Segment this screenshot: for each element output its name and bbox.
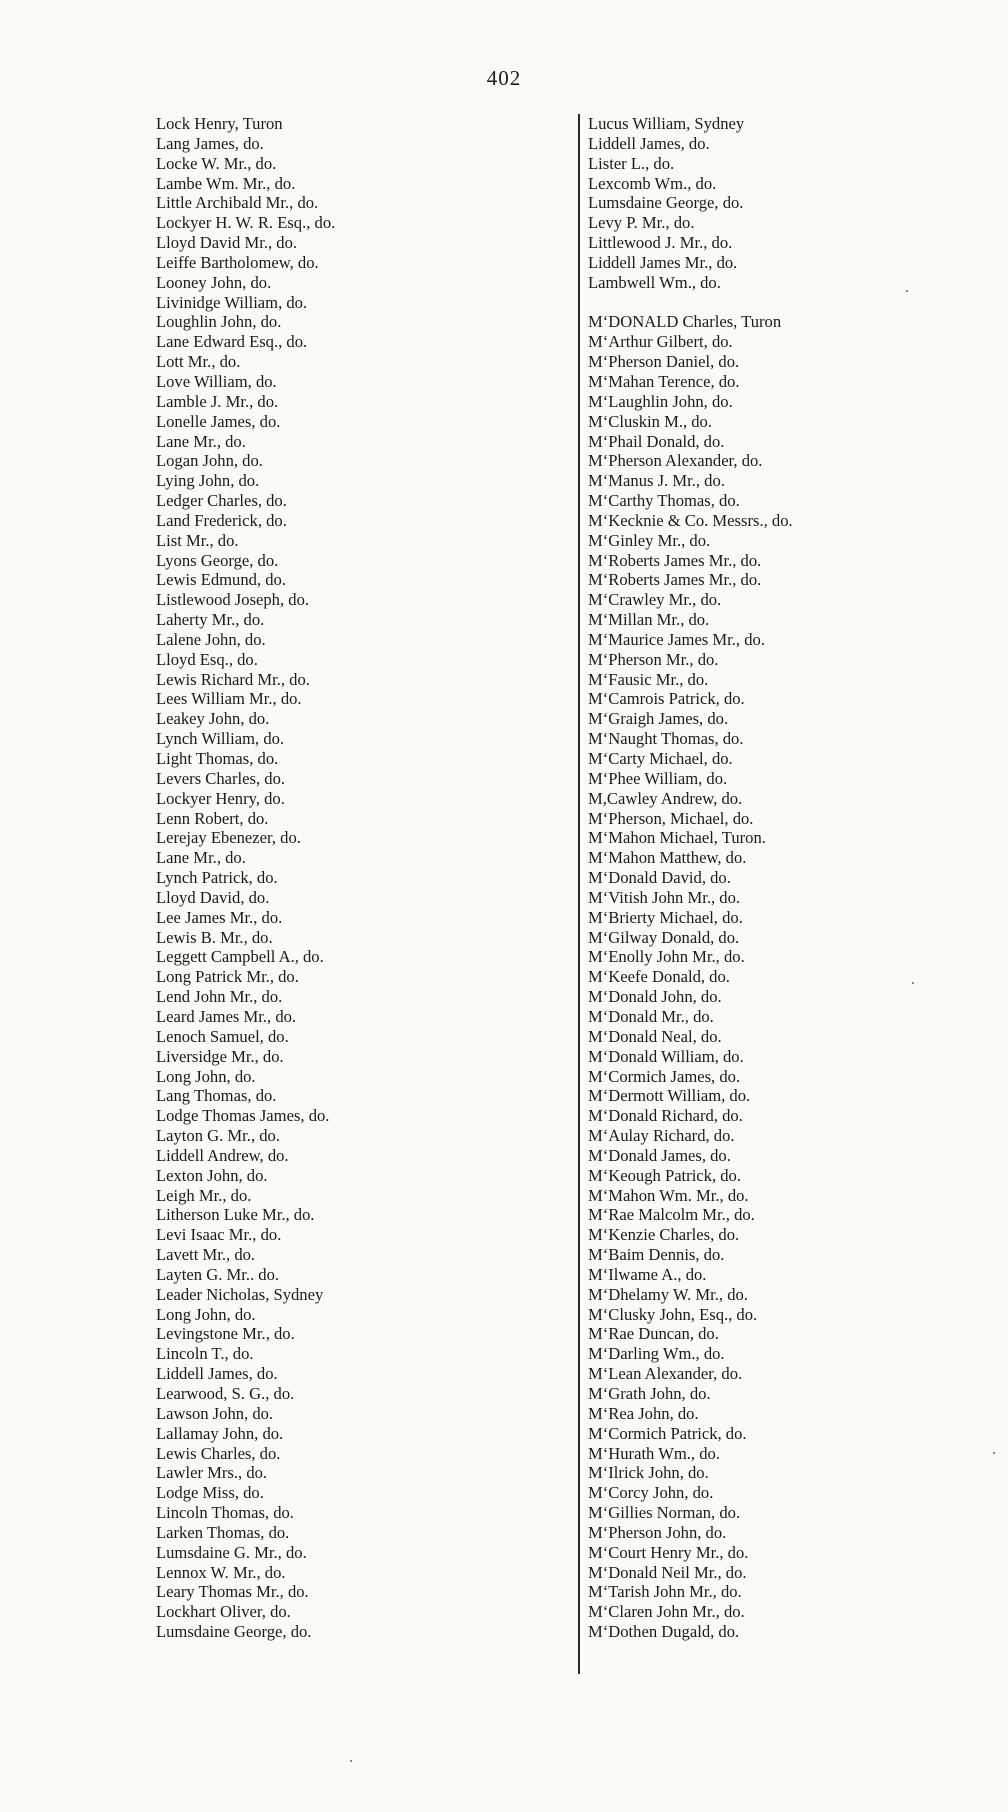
- directory-entry: Leiffe Bartholomew, do.: [156, 252, 319, 272]
- directory-entry: M‘Cluskin M., do.: [588, 411, 713, 431]
- directory-entry: Lewis Richard Mr., do.: [156, 669, 310, 689]
- print-speck: [350, 1760, 352, 1762]
- directory-entry: M‘Court Henry Mr., do.: [588, 1542, 749, 1562]
- directory-entry: Lockhart Oliver, do.: [156, 1602, 291, 1622]
- directory-entry: M‘Donald David, do.: [588, 868, 731, 888]
- directory-entry: Lallamay John, do.: [156, 1423, 284, 1443]
- directory-entry: M‘Baim Dennis, do.: [588, 1245, 725, 1265]
- directory-entry: Love William, do.: [156, 371, 277, 391]
- directory-entry: M‘Roberts James Mr., do.: [588, 550, 762, 570]
- directory-entry: Lott Mr., do.: [156, 352, 241, 372]
- directory-entry: Looney John, do.: [156, 272, 272, 292]
- directory-entry: M‘Dermott William, do.: [588, 1086, 751, 1106]
- directory-entry: M‘Arthur Gilbert, do.: [588, 332, 733, 352]
- directory-entry: Lewis B. Mr., do.: [156, 927, 273, 947]
- directory-entry: Lend John Mr., do.: [156, 987, 283, 1007]
- directory-entry: Liddell James, do.: [156, 1364, 278, 1384]
- directory-entry: Lenn Robert, do.: [156, 808, 269, 828]
- directory-entry: M‘Manus J. Mr., do.: [588, 471, 725, 491]
- directory-entry: M‘Naught Thomas, do.: [588, 729, 744, 749]
- directory-entry: M‘Maurice James Mr., do.: [588, 629, 765, 649]
- directory-entry: Levers Charles, do.: [156, 768, 286, 788]
- directory-entry: Lane Edward Esq., do.: [156, 332, 308, 352]
- directory-entry: M‘Pherson John, do.: [588, 1522, 727, 1542]
- directory-entry: Long Patrick Mr., do.: [156, 967, 299, 987]
- directory-entry: Lewis Charles, do.: [156, 1443, 281, 1463]
- print-speck: [993, 1452, 995, 1454]
- directory-entry: M‘Gilway Donald, do.: [588, 927, 740, 947]
- directory-entry: M‘Kecknie & Co. Messrs., do.: [588, 510, 793, 530]
- directory-entry: Lerejay Ebenezer, do.: [156, 828, 301, 848]
- directory-entry: M‘Ilrick John, do.: [588, 1463, 709, 1483]
- directory-entry: M‘Clusky John, Esq., do.: [588, 1304, 758, 1324]
- directory-entry: Locke W. Mr., do.: [156, 153, 277, 173]
- directory-entry: M‘Crawley Mr., do.: [588, 590, 722, 610]
- directory-entry: Livinidge William, do.: [156, 292, 308, 312]
- directory-entry: M‘Dothen Dugald, do.: [588, 1622, 740, 1642]
- directory-entry: Lucus William, Sydney: [588, 114, 745, 133]
- directory-entry: Littlewood J. Mr., do.: [588, 233, 733, 253]
- directory-entry: Larken Thomas, do.: [156, 1522, 290, 1542]
- directory-entry: Liddell James, do.: [588, 133, 710, 153]
- directory-entry: Lodge Thomas James, do.: [156, 1106, 330, 1126]
- directory-entry: Liversidge Mr., do.: [156, 1046, 284, 1066]
- column-divider: [578, 114, 580, 1674]
- directory-entry: Lyons George, do.: [156, 550, 279, 570]
- directory-entry: Leigh Mr., do.: [156, 1185, 252, 1205]
- print-speck: [912, 982, 914, 984]
- directory-entry: Layten G. Mr.. do.: [156, 1264, 280, 1284]
- directory-entry: M‘Rae Malcolm Mr., do.: [588, 1205, 755, 1225]
- directory-entry: Light Thomas, do.: [156, 749, 279, 768]
- directory-entry: M‘Graigh James, do.: [588, 709, 729, 729]
- directory-entry: Long John, do.: [156, 1304, 256, 1324]
- directory-entry: Lumsdaine George, do.: [588, 193, 744, 213]
- directory-entry: Leard James Mr., do.: [156, 1006, 297, 1026]
- directory-entry: Lee James Mr., do.: [156, 907, 283, 927]
- directory-entry: Lock Henry, Turon: [156, 114, 283, 133]
- directory-entry: List Mr., do.: [156, 530, 239, 550]
- directory-entry: Lockyer Henry, do.: [156, 788, 285, 808]
- directory-entry: M‘Phee William, do.: [588, 768, 728, 788]
- directory-entry: M‘Donald Richard, do.: [588, 1106, 743, 1126]
- directory-entry: M‘Rea John, do.: [588, 1403, 699, 1423]
- directory-entry: M‘Tarish John Mr., do.: [588, 1582, 742, 1602]
- directory-entry: Lexton John, do.: [156, 1165, 268, 1185]
- directory-entry: Lodge Miss, do.: [156, 1483, 264, 1503]
- directory-entry: M‘Dhelamy W. Mr., do.: [588, 1284, 748, 1304]
- directory-entry: Lane Mr., do.: [156, 431, 246, 451]
- directory-entry: M‘Enolly John Mr., do.: [588, 947, 745, 967]
- directory-entry: M‘Mahon Matthew, do.: [588, 848, 747, 868]
- directory-entry: M‘Cormich James, do.: [588, 1066, 741, 1086]
- directory-entry: M,Cawley Andrew, do.: [588, 788, 743, 808]
- directory-entry: M‘Pherson Daniel, do.: [588, 352, 740, 372]
- directory-entry: M‘Lean Alexander, do.: [588, 1364, 743, 1384]
- directory-entry: Leary Thomas Mr., do.: [156, 1582, 309, 1602]
- directory-entry: Levy P. Mr., do.: [588, 213, 695, 233]
- directory-entry: M‘Keough Patrick, do.: [588, 1165, 742, 1185]
- directory-entry: Levi Isaac Mr., do.: [156, 1225, 282, 1245]
- directory-entry: M‘Phail Donald, do.: [588, 431, 725, 451]
- directory-entry: Lexcomb Wm., do.: [588, 173, 717, 193]
- directory-entry: Lalene John, do.: [156, 629, 266, 649]
- directory-entry: Lang Thomas, do.: [156, 1086, 277, 1106]
- directory-entry: Lang James, do.: [156, 133, 264, 153]
- directory-entry: M‘Donald Mr., do.: [588, 1006, 714, 1026]
- directory-entry: M‘Laughlin John, do.: [588, 391, 733, 411]
- directory-entry: Lloyd David, do.: [156, 887, 270, 907]
- directory-entry: M‘Brierty Michael, do.: [588, 907, 743, 927]
- directory-entry: M‘Roberts James Mr., do.: [588, 570, 762, 590]
- directory-entry: M‘Grath John, do.: [588, 1384, 711, 1403]
- directory-entry: Layton G. Mr., do.: [156, 1126, 280, 1146]
- directory-entry: Lincoln T., do.: [156, 1344, 254, 1364]
- directory-entry: M‘DONALD Charles, Turon: [588, 312, 782, 332]
- directory-entry: M‘Donald Neal, do.: [588, 1026, 722, 1046]
- directory-entry: Lynch William, do.: [156, 729, 285, 749]
- section-spacer: [588, 293, 793, 313]
- directory-entry: M‘Carty Michael, do.: [588, 749, 733, 768]
- directory-entry: Lister L., do.: [588, 153, 675, 173]
- directory-entry: M‘Gillies Norman, do.: [588, 1503, 741, 1523]
- directory-entry: Lumsdaine George, do.: [156, 1622, 312, 1642]
- directory-entry: Ledger Charles, do.: [156, 491, 287, 511]
- directory-entry: Lane Mr., do.: [156, 848, 246, 868]
- directory-entry: Lewis Edmund, do.: [156, 570, 286, 590]
- directory-entry: Lambe Wm. Mr., do.: [156, 173, 296, 193]
- print-speck: [906, 290, 908, 292]
- directory-entry: Listlewood Joseph, do.: [156, 590, 310, 610]
- directory-entry: Long John, do.: [156, 1066, 256, 1086]
- directory-entry: Liddell Andrew, do.: [156, 1145, 289, 1165]
- directory-entry: Litherson Luke Mr., do.: [156, 1205, 315, 1225]
- directory-entry: Learwood, S. G., do.: [156, 1384, 295, 1403]
- directory-entry: M‘Ilwame A., do.: [588, 1264, 707, 1284]
- right-name-column: [588, 114, 793, 1642]
- directory-entry: M‘Mahon Wm. Mr., do.: [588, 1185, 749, 1205]
- directory-entry: Lumsdaine G. Mr., do.: [156, 1542, 307, 1562]
- directory-entry: Lenoch Samuel, do.: [156, 1026, 289, 1046]
- directory-entry: Lavett Mr., do.: [156, 1245, 256, 1265]
- directory-entry: M‘Donald Neil Mr., do.: [588, 1562, 747, 1582]
- directory-entry: Leggett Campbell A., do.: [156, 947, 324, 967]
- directory-entry: M‘Aulay Richard, do.: [588, 1126, 735, 1146]
- directory-entry: M‘Corcy John, do.: [588, 1483, 714, 1503]
- directory-entry: Levingstone Mr., do.: [156, 1324, 295, 1344]
- directory-entry: Lying John, do.: [156, 471, 260, 491]
- directory-entry: Lamble J. Mr., do.: [156, 391, 279, 411]
- directory-entry: M‘Fausic Mr., do.: [588, 669, 709, 689]
- directory-entry: Leakey John, do.: [156, 709, 270, 729]
- directory-entry: M‘Carthy Thomas, do.: [588, 491, 740, 511]
- directory-entry: M‘Donald John, do.: [588, 987, 722, 1007]
- directory-entry: M‘Pherson Mr., do.: [588, 649, 719, 669]
- directory-entry: M‘Ginley Mr., do.: [588, 530, 711, 550]
- directory-entry: Leader Nicholas, Sydney: [156, 1284, 324, 1304]
- directory-entry: Lloyd Esq., do.: [156, 649, 258, 669]
- directory-entry: M‘Mahon Michael, Turon.: [588, 828, 766, 848]
- left-name-column: [156, 114, 335, 1642]
- directory-entry: M‘Vitish John Mr., do.: [588, 887, 741, 907]
- directory-entry: M‘Mahan Terence, do.: [588, 371, 740, 391]
- directory-entry: Lloyd David Mr., do.: [156, 233, 298, 253]
- directory-entry: Lawson John, do.: [156, 1403, 274, 1423]
- directory-entry: Lawler Mrs., do.: [156, 1463, 268, 1483]
- directory-entry: M‘Pherson, Michael, do.: [588, 808, 754, 828]
- directory-entry: Logan John, do.: [156, 451, 263, 471]
- directory-entry: M‘Darling Wm., do.: [588, 1344, 725, 1364]
- page-number: 402: [486, 66, 522, 90]
- directory-entry: M‘Cormich Patrick, do.: [588, 1423, 747, 1443]
- directory-entry: Liddell James Mr., do.: [588, 252, 738, 272]
- directory-entry: M‘Keefe Donald, do.: [588, 967, 730, 987]
- directory-entry: Loughlin John, do.: [156, 312, 282, 332]
- directory-entry: Lees William Mr., do.: [156, 689, 302, 709]
- directory-entry: M‘Donald William, do.: [588, 1046, 744, 1066]
- directory-entry: Laherty Mr., do.: [156, 610, 265, 630]
- directory-entry: Lynch Patrick, do.: [156, 868, 278, 888]
- directory-entry: Lennox W. Mr., do.: [156, 1562, 286, 1582]
- directory-entry: M‘Kenzie Charles, do.: [588, 1225, 740, 1245]
- directory-entry: M‘Donald James, do.: [588, 1145, 731, 1165]
- directory-entry: M‘Pherson Alexander, do.: [588, 451, 763, 471]
- directory-entry: Land Frederick, do.: [156, 510, 287, 530]
- directory-entry: Lonelle James, do.: [156, 411, 281, 431]
- directory-entry: M‘Millan Mr., do.: [588, 610, 710, 630]
- directory-entry: Lincoln Thomas, do.: [156, 1503, 294, 1523]
- directory-entry: Lambwell Wm., do.: [588, 272, 721, 292]
- directory-entry: Lockyer H. W. R. Esq., do.: [156, 213, 336, 233]
- directory-entry: M‘Rae Duncan, do.: [588, 1324, 719, 1344]
- directory-entry: M‘Claren John Mr., do.: [588, 1602, 745, 1622]
- directory-entry: Little Archibald Mr., do.: [156, 193, 319, 213]
- directory-entry: M‘Camrois Patrick, do.: [588, 689, 745, 709]
- directory-entry: M‘Hurath Wm., do.: [588, 1443, 720, 1463]
